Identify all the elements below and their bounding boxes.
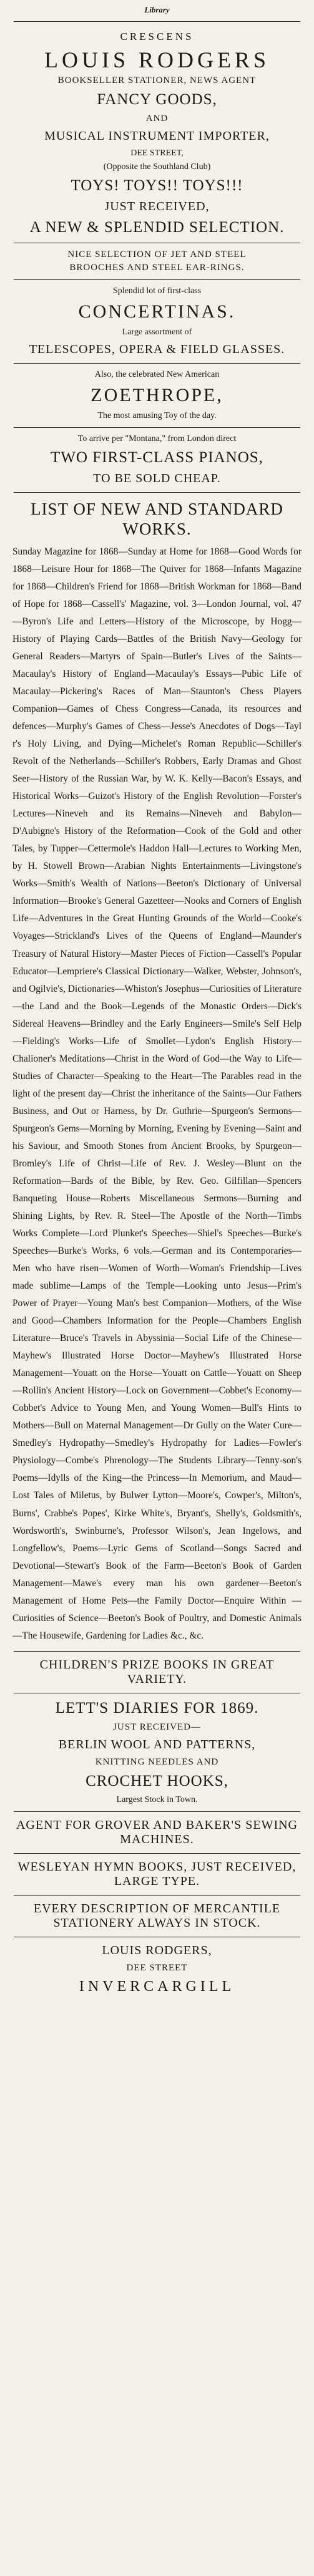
splendid-lot-line: Splendid lot of first-class xyxy=(112,286,202,296)
works-list-body: Sunday Magazine for 1868—Sunday at Home for 1868—Good Words for 1868—Leisure Hour for 1868—The Quiver for 1868—Infants Magazine for 1868—Children's Friend for 1868—British Workman for 1868—Band of Hope for 1868—Cassell's' Magazine, vol. 3—London Journal, vol. 47—Byron's Life and Letters—History of the Microscope, by Hogg—History of Playing Cards—Battles of the British Navy—Geology for General Readers—Martyrs of Spain—Butler's Lives of the Saints—Macaulay's History of England—Macaulay's Essays—Pubic Life of Macaulay—Pickering's Races of Man—Staunton's Chess Players Companion—Games of Chess Congress—Canada, its resources and defences—Murphy's Games of Chess—Jesse's Anecdotes of Dogs—Tayl r's Holy Living, and Dying—Michelet's Roman Republic—Schiller's Revolt of the Netherlands—Schiller's Robbers, Early Dramas and Ghost Seer—History of the Russian War, by W. K. Kelly—Bacon's Essays, and Historical Works—Guizot's History of the English Revolution—Forster's Lectures—Nineveh and its Remains—Nineveh and Babylon—D'Aubigne's History of the Reformation—Cook of the Gold and other Tales, by Tupper—Cettermole's Haddon Hall—Lectures to Working Men, by H. Stowell Brown—Arabian Nights Entertainments—Livingstone's Works—Smith's Wealth of Nations—Beeton's Dictionary of Universal Information—Brooke's General Gazetteer—Nooks and Corners of English Life—Adventures in the Great Hunting Grounds of the World—Cooke's Voyages—Strickland's Lives of the Queens of England—Maunder's Treasury of Natural History—Master Pieces of Fiction—Cassell's Popular Educator—Lempriere's Classical Dictionary—Walker, Webster, Johnson's, and Ogilvie's, Dictionaries—Whiston's Josephus—Curiosities of Literature—the Land and the Book—Legends of the Monastic Orders—Dick's Sidereal Heavens—Brindley and the Early Engineers—Smile's Self Help—Fielding's Works—Life of Smollet—Lydon's English History—Chalioner's Meditations—Christ in the Word of God—the Way to Life—Studies of Character—Speaking to the Heart—The Parables read in the light of the present day—Christ the inheritance of the Saints—Our Fathers Business, and Out or Harness, by Dr. Guthrie—Spurgeon's Sermons—Spurgeon's Gems—Morning by Morning, Evening by Evening—Saint and his Saviour, and Smooth Stones from Ancient Brooks, by Spurgeon—Bromley's Life of Christ—Life of Rev. J. Wesley—Blunt on the Reformation—Bards of the Bible, by Rev. Geo. Gilfillan—Spencers Banqueting House—Roberts Miscellaneous Sermons—Burning and Shining Lights, by Rev. R. Steel—The Apostle of the North—Timbs Works Complete—Lord Plunket's Speeches—Shiel's Speeches—Burke's Speeches—Burke's Works, 6 vols.—German and its Contemporaries—Men who have risen—Women of Worth—Woman's Friendship—Lives made sublime—Lamps of the Temple—Looking unto Jesus—Prim's Power of Prayer—Young Man's best Companion—Mothers, of the Wise and Good—Chambers Information for the People—Chambers English Literature—Bruce's Travels in Abyssinia—Social Life of the Chinese—Mayhew's Illustrated Horse Doctor—Mayhew's Illustrated Horse Management—Youatt on the Horse—Youatt on Cattle—Youatt on Sheep—Rollin's Ancient History—Lock on Government—Cobbet's Economy—Cobbet's Advice to Young Men, and Young Women—Bull's Hints to Mothers—Bull on Maternal Management—Dr Gully on the Water Cure—Smedley's Hydropathy—Smedley's Hydropathy for Ladies—Fowler's Physiology—Combe's Phrenology—The Students Library—Tenny-son's Poems—Idylls of the King—the Princess—In Memorium, and Maud—Lost Tales of Miletus, by Bulwer Lytton—Moore's, Cowper's, Milton's, Burns', Crabbe's Popes', Kirke White's, Bryant's, Shelly's, Goldsmith's, Wordsworth's, Swinburne's, Professor Wilson's, Jean Ingelows, and Longfellow's, Poems—Lyric Gems of Scotland—Songs Sacred and Devotional—Stewart's Book of the Farm—Beeton's Book of Garden Management—Mawe's every man his own gardener—Beeton's Management of Home Pets—the Family Doctor—Enquire Within — Curiosities of Science—Beeton's Book of Poultry, and Domestic Animals—The Housewife, Gardening for Ladies &c., &c. xyxy=(12,546,302,1641)
stationery-line: EVERY DESCRIPTION OF MERCANTILE STATIONERY ALWAYS IN STOCK. xyxy=(33,1901,281,1930)
large-assortment-line: Large assortment of xyxy=(122,327,192,337)
pianos-line: TWO FIRST-CLASS PIANOS, xyxy=(51,449,263,466)
rodgers-advertisement xyxy=(9,31,305,1995)
and-line: AND xyxy=(145,114,169,123)
library-masthead: Library xyxy=(144,5,170,14)
just-received-2-line: JUST RECEIVED— xyxy=(113,1721,201,1732)
opposite-line: (Opposite the Southland Club) xyxy=(103,162,211,172)
divider xyxy=(14,427,300,428)
divider xyxy=(14,492,300,493)
wesleyan-line: WESLEYAN HYMN BOOKS, JUST RECEIVED, LARGE TYPE. xyxy=(17,1859,297,1888)
proprietor-name: LOUIS RODGERS xyxy=(44,47,270,72)
sold-cheap-line: TO BE SOLD CHEAP. xyxy=(93,472,221,485)
sewing-agent-line: AGENT FOR GROVER AND BAKER'S SEWING MACHINES. xyxy=(16,1818,298,1846)
new-selection-line: A NEW & SPLENDID SELECTION. xyxy=(29,219,285,236)
toys-line: TOYS! TOYS!! TOYS!!! xyxy=(71,177,243,194)
closing-street: DEE STREET xyxy=(126,1962,188,1973)
montana-line: To arrive per "Montana," from London direct xyxy=(77,434,237,443)
just-received-line: JUST RECEIVED, xyxy=(104,200,210,213)
divider xyxy=(14,1853,300,1854)
advert-heading: CRESCENS xyxy=(120,31,194,42)
divider xyxy=(14,1811,300,1812)
largest-stock-line: Largest Stock in Town. xyxy=(116,1794,198,1804)
amusing-line: The most amusing Toy of the day. xyxy=(97,411,217,420)
divider xyxy=(14,1895,300,1896)
knitting-line: KNITTING NEEDLES AND xyxy=(95,1756,219,1767)
jet-steel-line: NICE SELECTION OF JET AND STEEL xyxy=(67,249,247,259)
diaries-line: LETT'S DIARIES FOR 1869. xyxy=(55,1699,259,1717)
brooches-line: BROOCHES AND STEEL EAR-RINGS. xyxy=(69,263,245,273)
also-line: Also, the celebrated New American xyxy=(94,370,220,379)
concertinas-line: CONCERTINAS. xyxy=(78,301,236,322)
street-line: DEE STREET, xyxy=(130,148,184,158)
closing-name: LOUIS RODGERS, xyxy=(102,1943,212,1957)
trade-line: BOOKSELLER STATIONER, NEWS AGENT xyxy=(57,75,257,85)
divider xyxy=(14,1651,300,1652)
works-list-heading: LIST OF NEW AND STANDARD WORKS. xyxy=(31,500,283,539)
berlin-wool-line: BERLIN WOOL AND PATTERNS, xyxy=(58,1737,256,1751)
divider xyxy=(14,279,300,280)
instrument-importer: MUSICAL INSTRUMENT IMPORTER, xyxy=(44,129,270,143)
fancy-goods: FANCY GOODS, xyxy=(97,91,217,108)
telescopes-line: TELESCOPES, OPERA & FIELD GLASSES. xyxy=(29,342,285,356)
childrens-prize-line: CHILDREN'S PRIZE BOOKS IN GREAT VARIETY. xyxy=(39,1657,275,1686)
crochet-line: CROCHET HOOKS, xyxy=(86,1772,228,1789)
zoethrope-line: ZOETHROPE, xyxy=(91,385,223,405)
divider xyxy=(14,363,300,364)
divider xyxy=(14,21,300,22)
closing-town: INVERCARGILL xyxy=(79,1978,235,1995)
